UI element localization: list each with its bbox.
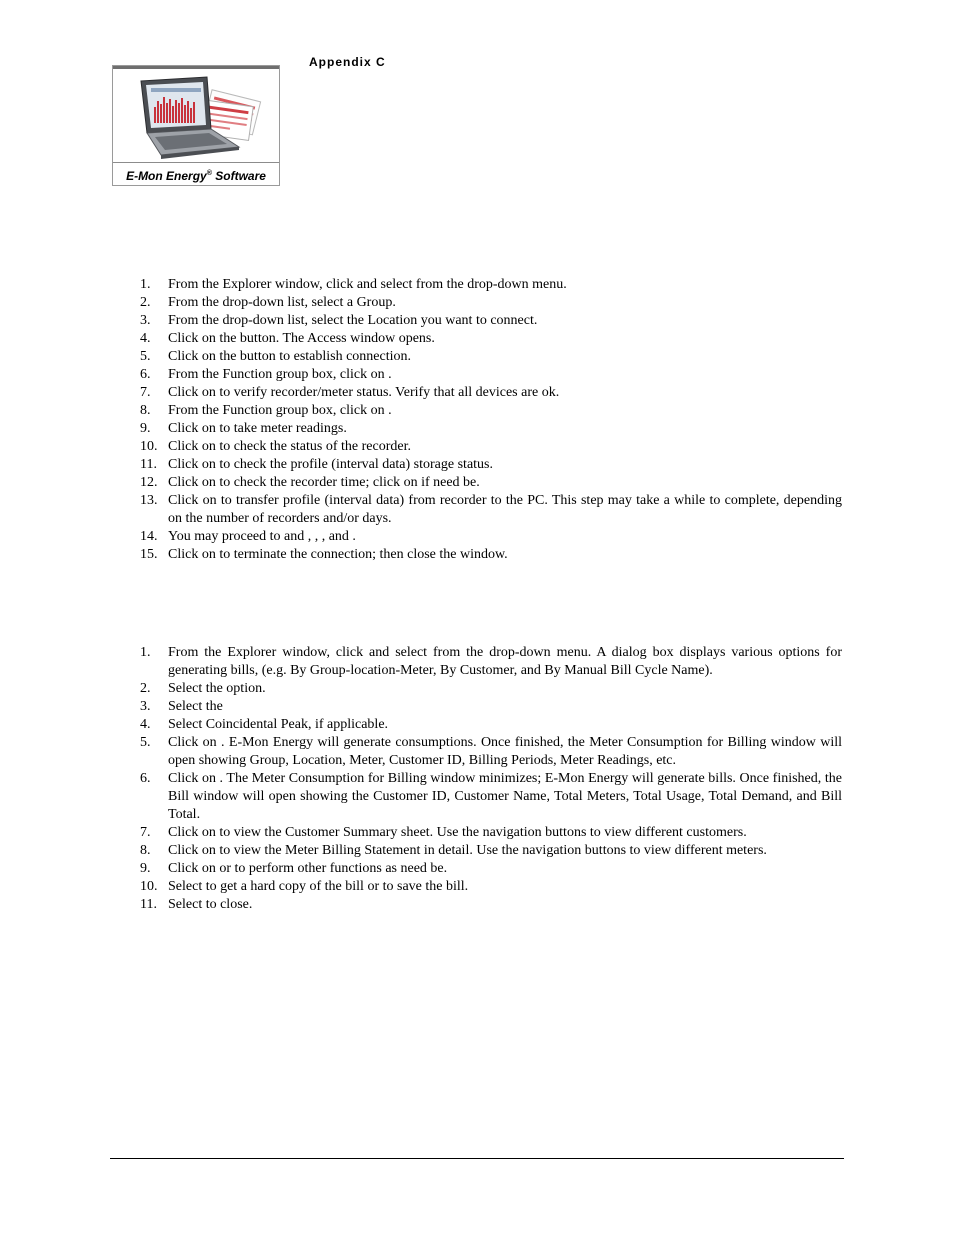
step-number: 7. <box>140 825 151 840</box>
step-item <box>140 860 842 878</box>
step-item <box>140 474 842 492</box>
step-text: Click on . E-Mon Energy will generate consumptions. Once finished, the Meter Consumption for Billing window will open showing Group, Location, Meter, Customer ID, Billing Periods, Meter Readings, etc. <box>168 735 842 768</box>
step-item <box>140 384 842 402</box>
step-number: 1. <box>140 277 151 292</box>
logo-caption-mark: ® <box>206 170 212 177</box>
step-item <box>140 276 842 294</box>
step-text: Click on to verify recorder/meter status. Verify that all devices are ok. <box>168 385 560 400</box>
step-item <box>140 644 842 680</box>
step-text: Click on to view the Customer Summary sheet. Use the navigation buttons to view different customers. <box>168 825 747 840</box>
step-number: 9. <box>140 421 151 436</box>
step-text: Click on to take meter readings. <box>168 421 347 436</box>
step-number: 12. <box>140 475 158 490</box>
step-item <box>140 456 842 474</box>
step-number: 9. <box>140 861 151 876</box>
step-item <box>140 680 842 698</box>
step-number: 6. <box>140 367 151 382</box>
logo-caption-brand: E-Mon Energy <box>126 169 207 183</box>
step-number: 13. <box>140 493 158 508</box>
step-number: 10. <box>140 879 158 894</box>
logo-caption-tail: Software <box>215 169 266 183</box>
step-item <box>140 330 842 348</box>
step-text: From the drop-down list, select a Group. <box>168 295 396 310</box>
step-text: Click on to terminate the connection; then close the window. <box>168 547 508 562</box>
step-text: Click on to view the Meter Billing Statement in detail. Use the navigation buttons to view different meters. <box>168 843 767 858</box>
step-text: Click on or to perform other functions as need be. <box>168 861 448 876</box>
logo-caption <box>113 162 279 185</box>
step-item <box>140 734 842 770</box>
step-text: You may proceed to and , , , and . <box>168 529 356 544</box>
step-item <box>140 698 842 716</box>
appendix-heading: Appendix C <box>309 55 386 69</box>
step-number: 5. <box>140 349 151 364</box>
step-text: From the Function group box, click on . <box>168 367 392 382</box>
step-text: Select the <box>168 699 223 714</box>
step-number: 3. <box>140 699 151 714</box>
logo-top-rule <box>113 66 279 69</box>
step-item <box>140 294 842 312</box>
step-number: 6. <box>140 771 151 786</box>
step-number: 8. <box>140 843 151 858</box>
step-item <box>140 716 842 734</box>
step-number: 11. <box>140 457 157 472</box>
step-item <box>140 348 842 366</box>
step-text: Click on the button. The Access window opens. <box>168 331 435 346</box>
step-number: 2. <box>140 295 151 310</box>
step-number: 3. <box>140 313 151 328</box>
connection-steps-list <box>140 276 842 564</box>
step-item <box>140 312 842 330</box>
step-text: Click on to transfer profile (interval data) from recorder to the PC. This step may take a while to complete, depending on the number of recorders and/or days. <box>168 493 842 526</box>
step-item <box>140 420 842 438</box>
step-number: 4. <box>140 717 151 732</box>
step-text: Select the option. <box>168 681 266 696</box>
step-number: 15. <box>140 547 158 562</box>
emon-software-logo <box>112 65 280 186</box>
step-text: Select to get a hard copy of the bill or to save the bill. <box>168 879 469 894</box>
step-text: Click on to check the status of the recorder. <box>168 439 411 454</box>
step-item <box>140 366 842 384</box>
step-item <box>140 842 842 860</box>
step-number: 1. <box>140 645 151 660</box>
step-number: 4. <box>140 331 151 346</box>
step-number: 5. <box>140 735 151 750</box>
step-item <box>140 438 842 456</box>
step-item <box>140 878 842 896</box>
footer-rule <box>110 1158 844 1159</box>
step-number: 8. <box>140 403 151 418</box>
step-text: Click on . The Meter Consumption for Billing window minimizes; E-Mon Energy will generate bills. Once finished, the Bill window will open showing the Customer ID, Customer Name, Total Meters, Total Usage, Total Demand, and Bill Total. <box>168 771 842 822</box>
step-item <box>140 770 842 824</box>
step-number: 14. <box>140 529 158 544</box>
step-item <box>140 492 842 528</box>
step-text: Click on to check the recorder time; click on if need be. <box>168 475 480 490</box>
step-item <box>140 402 842 420</box>
step-text: From the Explorer window, click and select from the drop-down menu. <box>168 277 567 292</box>
step-number: 7. <box>140 385 151 400</box>
step-item <box>140 824 842 842</box>
step-text: Select to close. <box>168 897 253 912</box>
step-number: 11. <box>140 897 157 912</box>
billing-steps-list <box>140 644 842 914</box>
step-number: 2. <box>140 681 151 696</box>
step-text: Click on the button to establish connection. <box>168 349 412 364</box>
step-number: 10. <box>140 439 158 454</box>
laptop-illustration-icon <box>121 73 273 161</box>
step-text: Click on to check the profile (interval data) storage status. <box>168 457 494 472</box>
step-item <box>140 896 842 914</box>
step-item <box>140 546 842 564</box>
step-text: From the drop-down list, select the Location you want to connect. <box>168 313 538 328</box>
step-text: From the Function group box, click on . <box>168 403 392 418</box>
step-item <box>140 528 842 546</box>
step-text: Select Coincidental Peak, if applicable. <box>168 717 389 732</box>
step-text: From the Explorer window, click and select from the drop-down menu. A dialog box displays various options for generating bills, (e.g. By Group-location-Meter, By Customer, and By Manual Bill Cycle Name). <box>168 645 842 678</box>
